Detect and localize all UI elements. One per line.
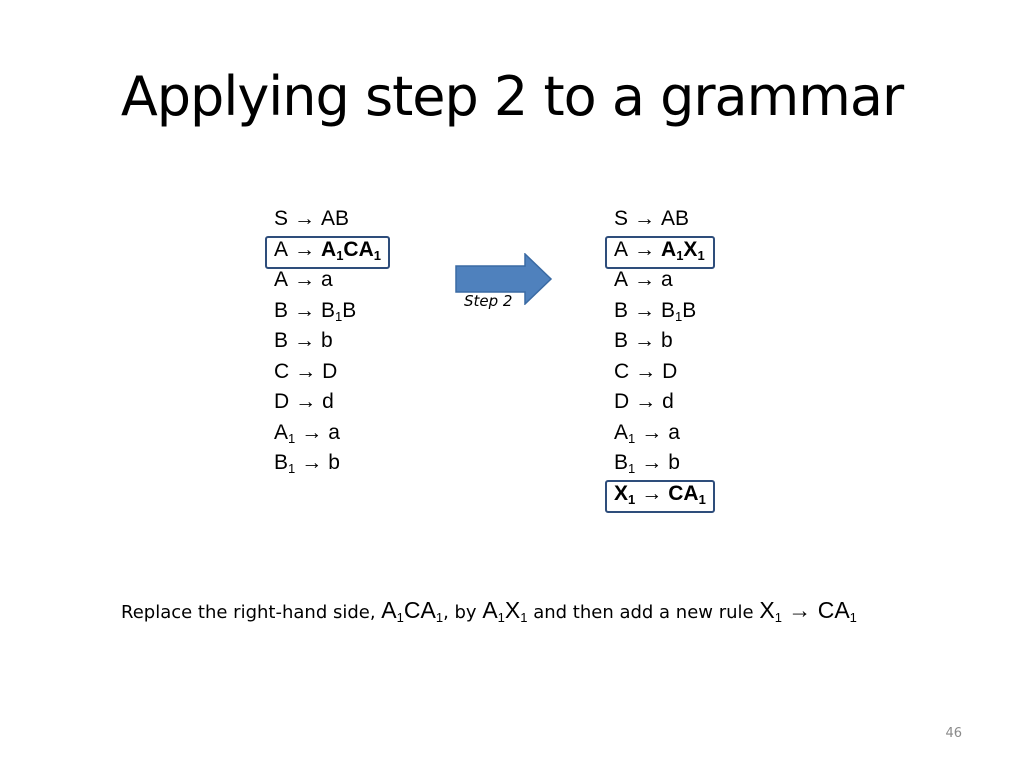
production-arrow: →: [294, 207, 316, 230]
symbol: b: [661, 329, 673, 352]
caption: [121, 594, 857, 629]
rule-lhs: A: [614, 420, 629, 444]
caption-text: , by: [443, 602, 483, 623]
caption-new-rule: [759, 597, 857, 623]
symbol: B: [321, 298, 336, 322]
symbol: a: [661, 268, 673, 291]
symbol: B: [682, 298, 697, 322]
symbol: b: [321, 329, 333, 352]
symbol: CA: [817, 597, 850, 623]
production-arrow: →: [295, 390, 317, 413]
subscript: 1: [628, 430, 636, 446]
production-arrow: →: [295, 359, 317, 383]
production-rule: [274, 326, 381, 357]
symbol: a: [321, 268, 333, 291]
symbol: a: [328, 420, 340, 444]
rule-lhs: S: [614, 207, 629, 230]
subscript: 1: [628, 491, 636, 507]
subscript: 1: [774, 610, 782, 625]
production-rule: [274, 204, 381, 235]
highlight-box: [605, 236, 715, 269]
production-arrow: →: [641, 481, 663, 505]
transformed-grammar: [614, 204, 706, 509]
rule-lhs: B: [614, 329, 629, 352]
page-number: 46: [945, 726, 962, 741]
production-arrow: →: [294, 298, 316, 322]
production-arrow: →: [634, 298, 656, 322]
production-arrow: →: [301, 451, 323, 474]
subscript: 1: [520, 610, 528, 625]
production-arrow: →: [635, 390, 657, 413]
production-arrow: →: [301, 420, 323, 444]
symbol: D: [662, 359, 678, 383]
subscript: 1: [849, 610, 857, 625]
caption-text: Replace the right-hand side,: [121, 602, 382, 623]
rule-lhs: C: [614, 359, 630, 383]
symbol: A: [321, 237, 337, 261]
production-arrow: →: [634, 237, 656, 261]
production-arrow: →: [294, 237, 316, 261]
rule-lhs: B: [274, 451, 289, 474]
highlight-box: [605, 480, 715, 513]
rule-lhs: A: [614, 237, 629, 261]
original-grammar: [274, 204, 381, 479]
production-rule: [274, 296, 381, 327]
subscript: 1: [336, 247, 344, 263]
rule-lhs: A: [274, 420, 289, 444]
symbol: AB: [661, 207, 690, 230]
production-rule: [274, 357, 381, 388]
subscript: 1: [497, 610, 505, 625]
production-rule: [614, 357, 706, 388]
production-arrow: →: [641, 451, 663, 474]
rule-lhs: B: [614, 298, 629, 322]
subscript: 1: [676, 247, 684, 263]
production-rule: [614, 326, 706, 357]
production-arrow: →: [634, 207, 656, 230]
rule-lhs: A: [274, 237, 289, 261]
subscript: 1: [697, 247, 705, 263]
rule-lhs: B: [274, 298, 289, 322]
caption-old-rhs: [381, 597, 443, 623]
symbol: CA: [343, 237, 374, 261]
production-arrow: →: [294, 329, 316, 352]
subscript: 1: [288, 461, 296, 476]
symbol: CA: [668, 481, 699, 505]
production-rule: [274, 265, 381, 296]
symbol: CA: [403, 597, 436, 623]
symbol: B: [661, 298, 676, 322]
production-rule: [614, 265, 706, 296]
production-arrow: →: [634, 268, 656, 291]
production-rule: [274, 387, 381, 418]
symbol: a: [668, 420, 680, 444]
symbol: A: [482, 597, 498, 623]
rule-lhs: S: [274, 207, 289, 230]
subscript: 1: [373, 247, 381, 263]
symbol: A: [661, 237, 677, 261]
rule-lhs: D: [614, 390, 630, 413]
subscript: 1: [288, 430, 296, 446]
subscript: 1: [335, 308, 343, 324]
production-arrow: →: [634, 329, 656, 352]
rule-lhs: D: [274, 390, 290, 413]
production-rule: [614, 448, 706, 479]
symbol: d: [322, 390, 334, 413]
production-arrow: →: [294, 268, 316, 291]
symbol: X: [504, 597, 521, 623]
production-rule: [614, 418, 706, 449]
symbol: b: [328, 451, 340, 474]
subscript: 1: [435, 610, 444, 625]
step-label: Step 2: [464, 292, 513, 310]
symbol: AB: [321, 207, 350, 230]
caption-new-rhs: [482, 597, 527, 623]
production-rule: [274, 418, 381, 449]
subscript: 1: [628, 461, 636, 476]
symbol: A: [381, 597, 397, 623]
slide-title: Applying step 2 to a grammar: [120, 65, 904, 128]
symbol: D: [322, 359, 338, 383]
rule-lhs: C: [274, 359, 290, 383]
symbol: X: [759, 597, 775, 623]
subscript: 1: [675, 308, 683, 324]
rule-lhs: A: [274, 268, 289, 291]
production-arrow: →: [781, 597, 818, 623]
highlight-box: [265, 236, 390, 269]
caption-text: and then add a new rule: [527, 602, 760, 623]
symbol: b: [668, 451, 680, 474]
rule-lhs: A: [614, 268, 629, 291]
production-rule: [614, 387, 706, 418]
subscript: 1: [396, 610, 404, 625]
rule-lhs: X: [614, 481, 629, 505]
symbol: X: [683, 237, 698, 261]
production-arrow: →: [641, 420, 663, 444]
production-rule: [614, 204, 706, 235]
symbol: d: [662, 390, 674, 413]
subscript: 1: [698, 491, 706, 507]
rule-lhs: B: [614, 451, 629, 474]
production-rule: [274, 448, 381, 479]
production-arrow: →: [635, 359, 657, 383]
symbol: B: [342, 298, 357, 322]
rule-lhs: B: [274, 329, 289, 352]
production-rule: [614, 296, 706, 327]
